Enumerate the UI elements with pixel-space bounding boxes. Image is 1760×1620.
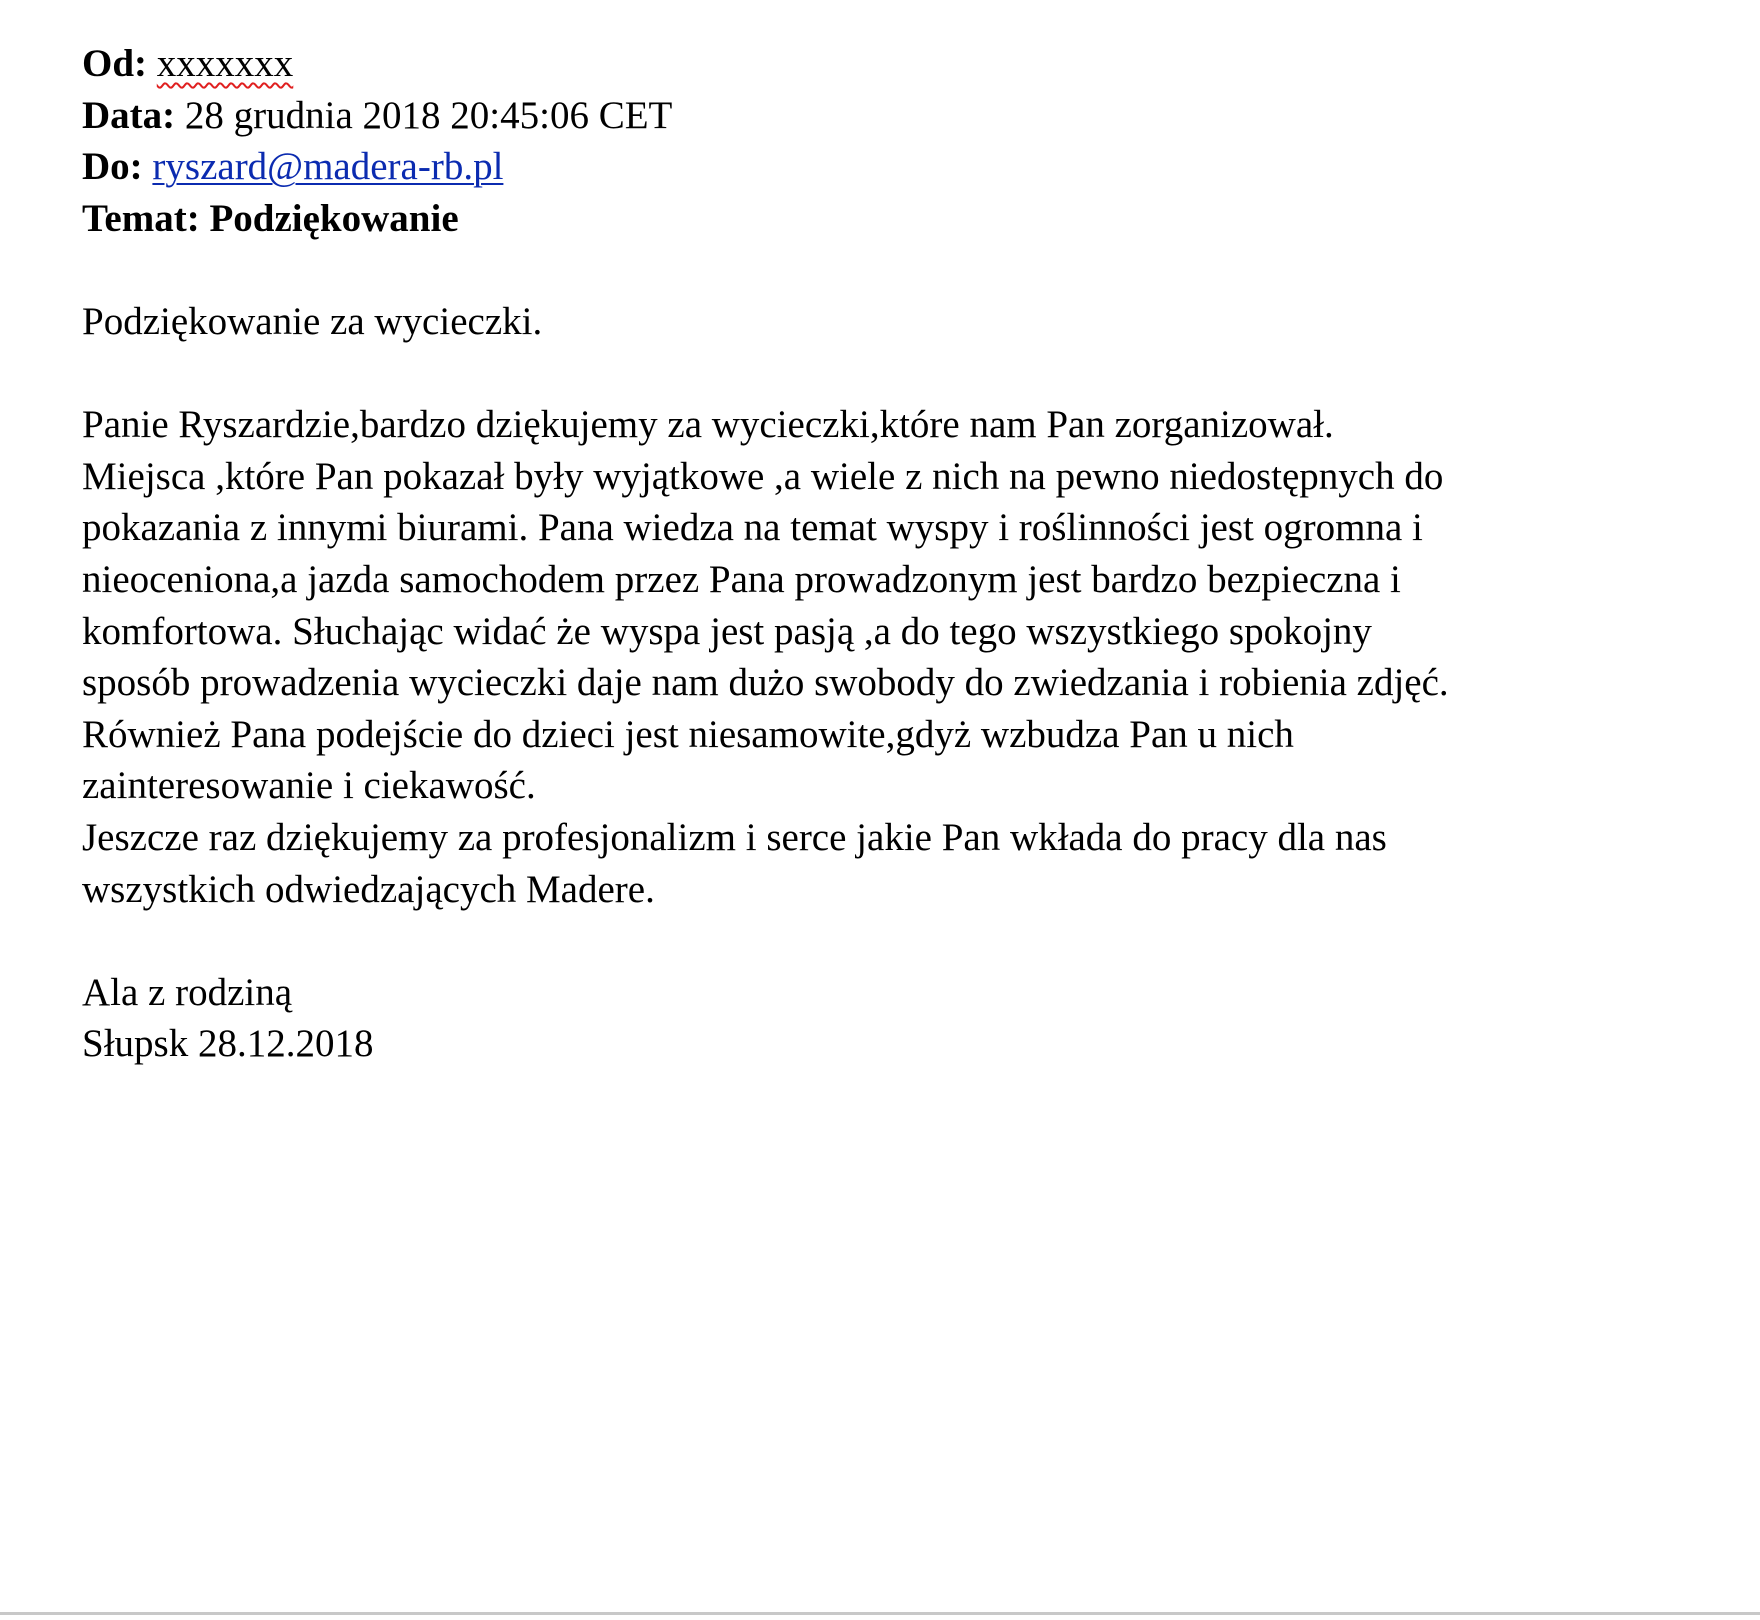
subject-label: Temat: (82, 196, 200, 240)
body-line: Również Pana podejście do dzieci jest niesamowite,gdyż wzbudza Pan u nich (82, 712, 1294, 756)
email-document (82, 38, 1722, 1070)
date-line (82, 90, 1722, 142)
date-value: 28 grudnia 2018 20:45:06 CET (184, 93, 673, 137)
to-line (82, 141, 1722, 193)
body-line: sposób prowadzenia wycieczki daje nam dużo swobody do zwiedzania i robienia zdjęć. (82, 661, 1449, 705)
date-label: Data: (82, 93, 176, 137)
signature-place-date: Słupsk 28.12.2018 (82, 1022, 374, 1066)
from-value: xxxxxxx (156, 42, 294, 85)
to-label: Do: (82, 145, 143, 189)
from-label: Od: (82, 42, 148, 85)
body-line: Panie Ryszardzie,bardzo dziękujemy za wycieczki,które nam Pan zorganizował. (82, 403, 1334, 447)
blank-line (82, 244, 1722, 296)
subject-line (82, 193, 1722, 245)
body-line: komfortowa. Słuchając widać że wyspa jest pasją ,a do tego wszystkiego spokojny (82, 609, 1372, 653)
blank-line (82, 915, 1722, 967)
body-line: Miejsca ,które Pan pokazał były wyjątkowe ,a wiele z nich na pewno niedostępnych do (82, 454, 1444, 498)
body-line: nieoceniona,a jazda samochodem przez Pana prowadzonym jest bardzo bezpieczna i (82, 557, 1401, 601)
body-line: Jeszcze raz dziękujemy za profesjonalizm i serce jakie Pan wkłada do pracy dla nas (82, 815, 1387, 859)
body-line: wszystkich odwiedzających Madere. (82, 867, 655, 911)
to-email-link[interactable]: ryszard@madera-rb.pl (152, 145, 504, 189)
body-line: pokazania z innymi biurami. Pana wiedza na temat wyspy i roślinności jest ogromna i (82, 506, 1423, 550)
intro-line: Podziękowanie za wycieczki. (82, 299, 543, 343)
signature-name: Ala z rodziną (82, 970, 293, 1014)
body-line: zainteresowanie i ciekawość. (82, 764, 536, 808)
from-line (82, 38, 1722, 90)
page-bottom-border (0, 1612, 1760, 1615)
subject-value: Podziękowanie (209, 196, 459, 240)
blank-line (82, 348, 1722, 400)
